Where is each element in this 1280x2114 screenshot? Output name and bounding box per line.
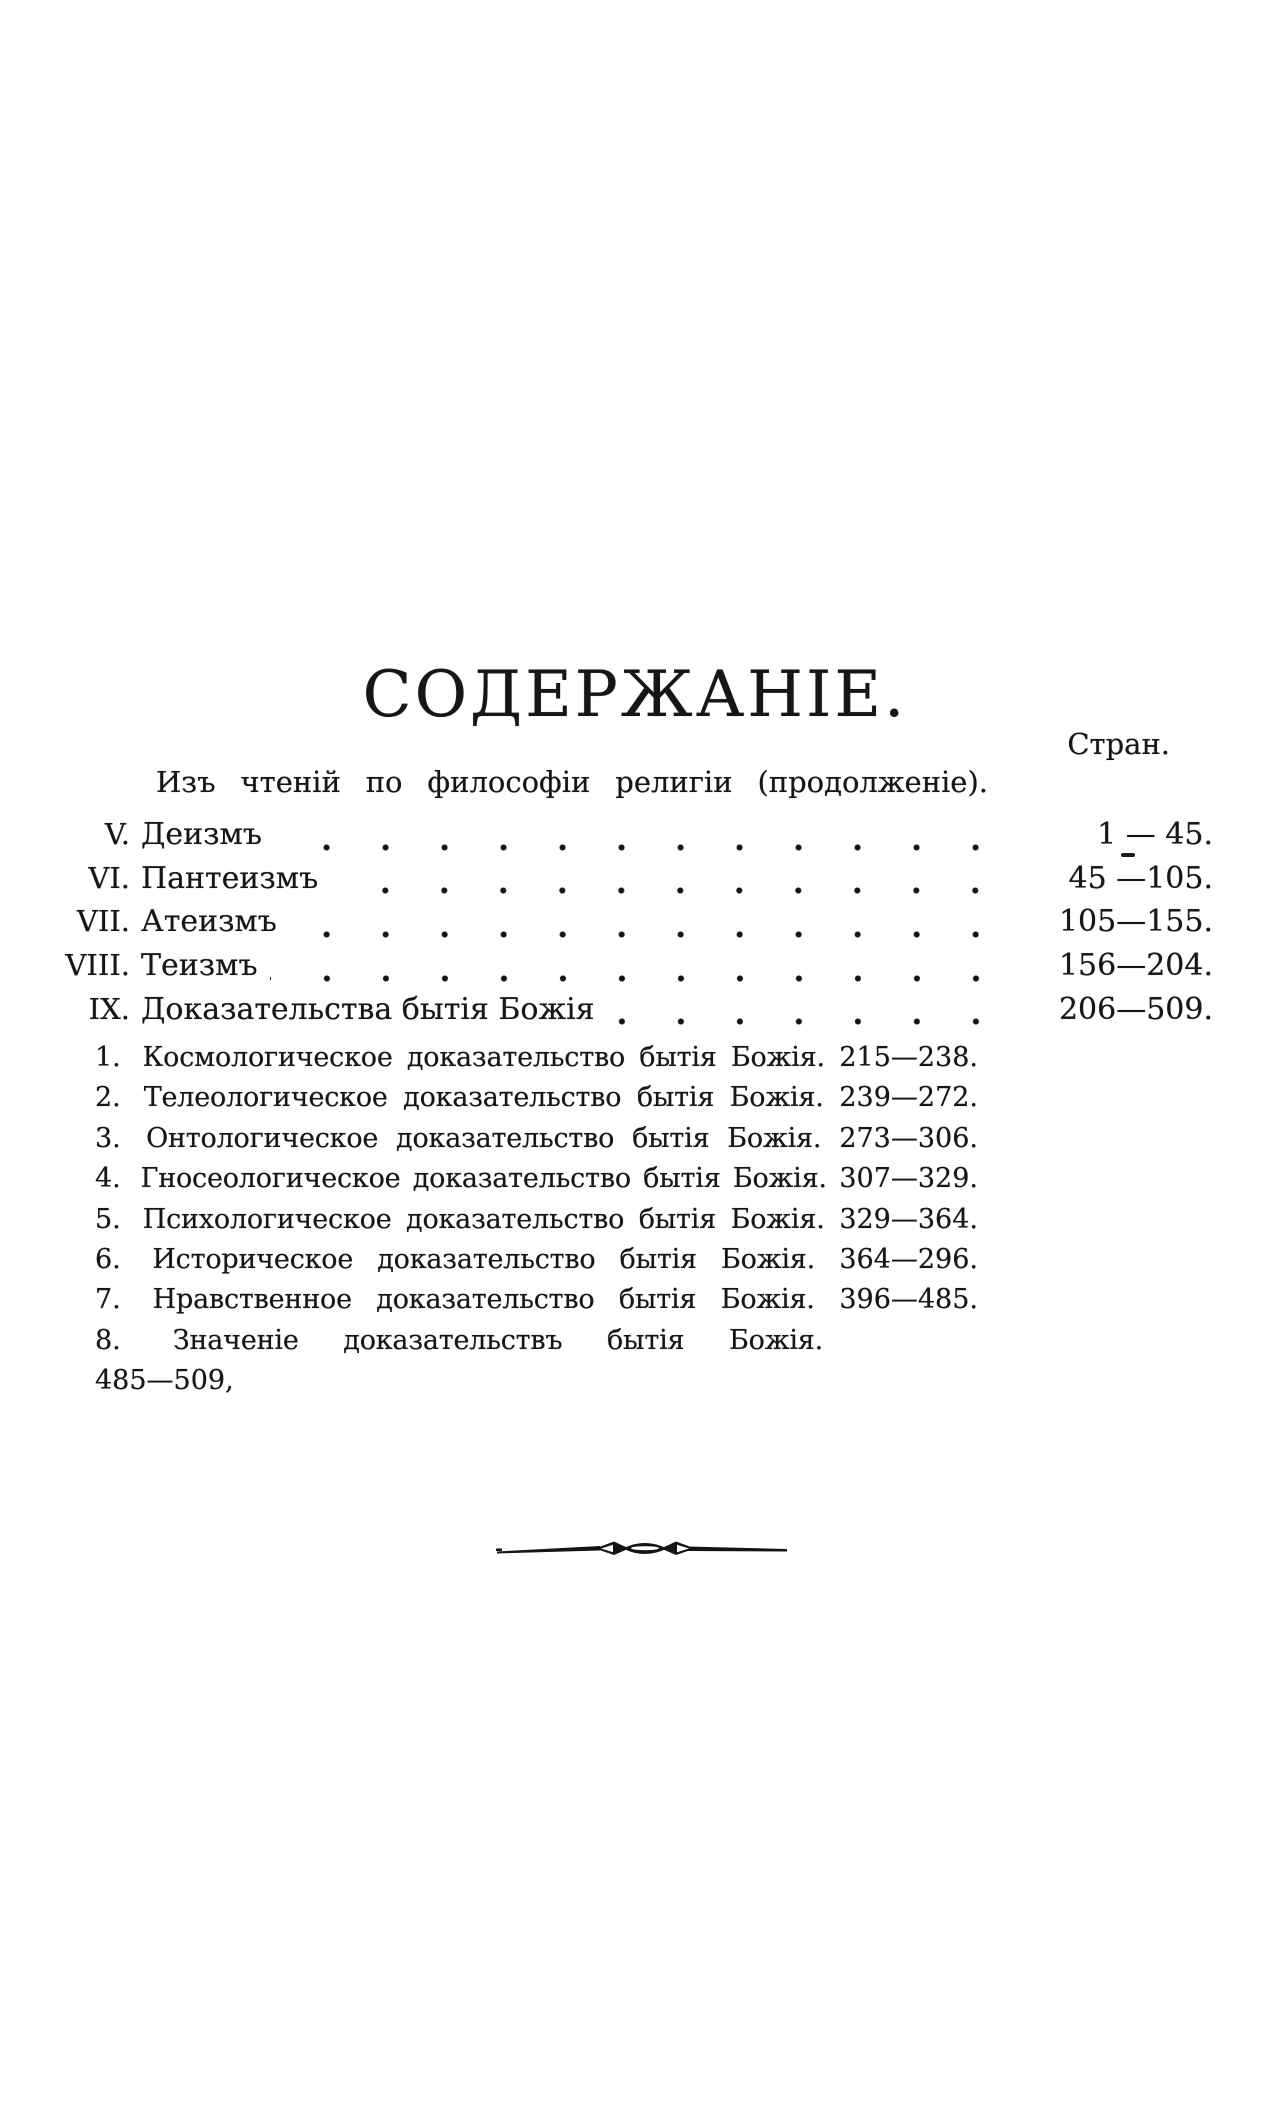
toc-row-numeral: IX. xyxy=(88,991,130,1026)
page-title: СОДЕРЖАНІЕ. xyxy=(362,658,908,732)
toc-row xyxy=(60,817,1213,861)
toc-row-numeral: VII. xyxy=(76,904,130,939)
toc-sub-title: Значеніе доказательствъ бытія Божія. xyxy=(172,1324,823,1356)
toc-sub-title: Нравственное доказательство бытія Божія. xyxy=(152,1284,815,1316)
divider-ornament-icon xyxy=(495,1536,790,1562)
toc-sub-number: 7. xyxy=(95,1284,121,1316)
toc-sub-number: 5. xyxy=(95,1203,121,1235)
toc-sub-number: 4. xyxy=(95,1163,121,1195)
toc-sub-row xyxy=(95,1321,823,1402)
toc-row-title: Доказательства бытія Божія xyxy=(141,991,595,1027)
toc-sub-pages: 485—509, xyxy=(95,1365,234,1397)
toc-sub-list xyxy=(95,1038,978,1402)
toc-sub-pages: 239—272. xyxy=(839,1082,979,1114)
toc-sub-pages: 215—238. xyxy=(839,1042,978,1073)
toc-sub-pages: 329—364. xyxy=(839,1203,978,1235)
toc-row-pages: 206—509. xyxy=(1058,991,1213,1027)
toc-sub-number: 6. xyxy=(95,1244,121,1276)
dot-leader xyxy=(289,904,1013,948)
toc-sub-number: 2. xyxy=(95,1082,121,1114)
toc-sub-title: Психологическое доказательство бытія Божія. xyxy=(142,1203,825,1235)
dot-leader xyxy=(330,861,1013,905)
pages-column-header: Стран. xyxy=(1067,727,1170,761)
toc-sub-title: Космологическое доказательство бытія Божія. xyxy=(142,1042,825,1073)
toc-row-pages: 105—155. xyxy=(1058,904,1213,940)
toc-row xyxy=(60,948,1213,992)
dot-leader xyxy=(274,817,1013,861)
toc-row xyxy=(60,992,1213,1036)
dot-leader xyxy=(607,992,1013,1036)
toc-row-numeral: VIII. xyxy=(65,948,130,983)
print-speck xyxy=(1121,853,1135,857)
toc-row-pages: 156—204. xyxy=(1058,948,1213,984)
toc-row xyxy=(60,861,1213,905)
toc-row-title: Пантеизмъ xyxy=(141,860,319,896)
toc-sub-row xyxy=(95,1240,978,1280)
toc-row-numeral: V. xyxy=(104,817,130,851)
toc-main-list xyxy=(60,817,1213,1035)
toc-sub-title: Историческое доказательство бытія Божія. xyxy=(152,1244,815,1276)
toc-sub-row xyxy=(95,1119,978,1159)
toc-sub-title: Гносеологическое доказательство бытія Божія. xyxy=(140,1163,827,1195)
toc-row-title: Теизмъ xyxy=(141,948,258,984)
toc-row-numeral: VI. xyxy=(88,860,130,895)
toc-sub-number: 1. xyxy=(95,1042,121,1073)
dot-leader xyxy=(270,948,1013,992)
toc-row xyxy=(60,904,1213,948)
toc-sub-row xyxy=(95,1078,978,1118)
toc-sub-pages: 307—329. xyxy=(839,1163,978,1195)
toc-row-pages: 45 —105. xyxy=(1068,860,1213,896)
toc-row-title: Деизмъ xyxy=(141,817,262,852)
toc-sub-number: 3. xyxy=(95,1122,121,1154)
toc-sub-number: 8. xyxy=(95,1324,121,1356)
toc-sub-pages: 273—306. xyxy=(839,1122,978,1154)
toc-sub-row xyxy=(95,1159,978,1199)
toc-sub-row xyxy=(95,1200,978,1240)
toc-sub-title: Телеологическое доказательство бытія Божія. xyxy=(143,1082,824,1114)
toc-row-pages: 1 — 45. xyxy=(1097,817,1213,852)
toc-sub-title: Онтологическое доказательство бытія Божія. xyxy=(146,1122,822,1154)
decorative-divider xyxy=(495,1536,790,1562)
section-header: Изъ чтеній по философіи религіи (продолженіе). xyxy=(156,765,988,799)
toc-sub-pages: 364—296. xyxy=(839,1244,978,1276)
toc-sub-row xyxy=(95,1038,978,1078)
toc-sub-row xyxy=(95,1280,978,1320)
toc-sub-pages: 396—485. xyxy=(839,1284,978,1316)
toc-row-title: Атеизмъ xyxy=(141,904,277,940)
